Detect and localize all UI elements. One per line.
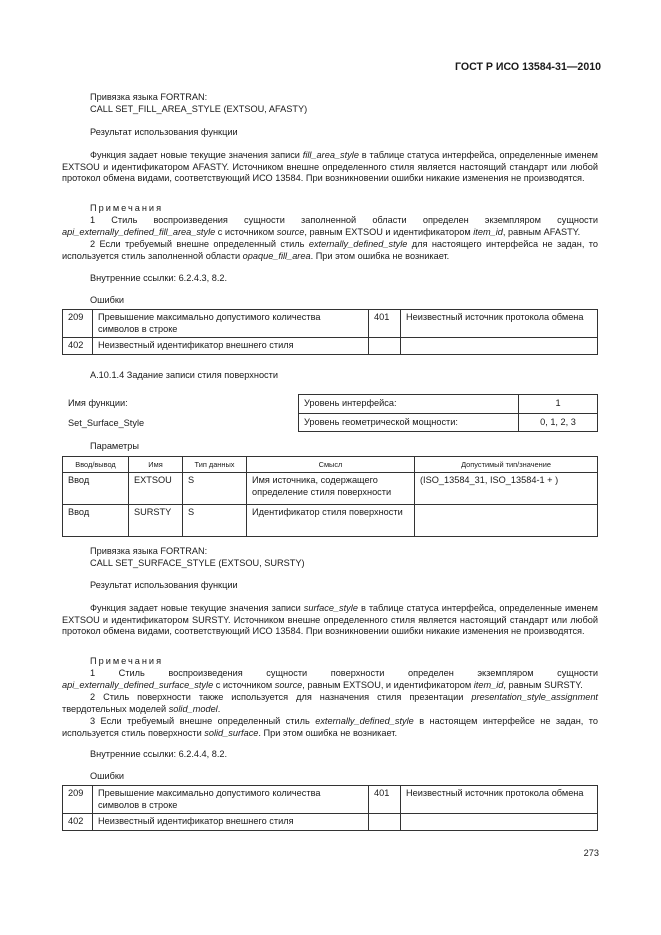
column-header: Тип данных: [183, 457, 247, 473]
note-2: 2 Если требуемый внешне определенный стиль externally_defined_style для настоящего интерфейса не задан, то используется стиль заполненной области opaque_fill_area. При этом ошибка не возникает.: [62, 239, 598, 261]
function-label: Имя функции:: [68, 398, 128, 408]
table-row: [63, 473, 598, 505]
table-row: [63, 786, 598, 814]
binding-line: CALL SET_SURFACE_STYLE (EXTSOU, SURSTY): [90, 557, 305, 568]
internal-refs: Внутренние ссылки: 6.2.4.3, 8.2.: [90, 273, 228, 283]
result-title: Результат использования функции: [90, 127, 238, 137]
error-code: 402: [63, 814, 93, 831]
error-text: Неизвестный источник протокола обмена: [401, 310, 598, 338]
error-code: [369, 814, 401, 831]
errors-title: Ошибки: [90, 771, 125, 781]
param-type: S: [183, 473, 247, 505]
error-text: [401, 814, 598, 831]
error-code: 401: [369, 786, 401, 814]
error-code: [369, 338, 401, 355]
table-row: [299, 395, 598, 414]
notes-title: Примечания: [90, 656, 164, 666]
param-io: Ввод: [63, 505, 129, 537]
params-title: Параметры: [90, 441, 139, 451]
geo-label: Уровень геометрической мощности:: [299, 413, 519, 432]
param-allowed: (ISO_13584_31, ISO_13584-1 + ): [415, 473, 598, 505]
column-header: Допустимый тип/значение: [415, 457, 598, 473]
note-2: 2 Стиль поверхности также используется для назначения стиля презентации presentation_style_assignment твердотельных моделей solid_model.: [62, 692, 598, 714]
level-label: Уровень интерфейса:: [299, 395, 519, 414]
table-row: [63, 505, 598, 537]
note-1: 1 Стиль воспроизведения сущности поверхности определен экземпляром сущности api_externally_defined_surface_style с источником source, равным EXTSOU, и идентификатором item_id, равным SURSTY.: [62, 668, 598, 690]
column-header: Смысл: [247, 457, 415, 473]
table-row: [63, 338, 598, 355]
section-title: А.10.1.4 Задание записи стиля поверхности: [90, 370, 278, 380]
document-header: ГОСТ Р ИСО 13584-31—2010: [454, 61, 601, 73]
error-code: 402: [63, 338, 93, 355]
internal-refs: Внутренние ссылки: 6.2.4.4, 8.2.: [90, 749, 228, 759]
fortran-binding: [90, 546, 305, 569]
level-value: 1: [519, 395, 598, 414]
binding-line: CALL SET_FILL_AREA_STYLE (EXTSOU, AFASTY): [90, 103, 308, 114]
error-text: [401, 338, 598, 355]
error-code: 401: [369, 310, 401, 338]
table-row: [63, 310, 598, 338]
error-text: Превышение максимально допустимого количества символов в строке: [93, 786, 369, 814]
params-table: [62, 456, 598, 537]
table-header-row: [63, 457, 598, 473]
result-title: Результат использования функции: [90, 580, 238, 590]
note-1: 1 Стиль воспроизведения сущности заполненной области определен экземпляром сущности api_externally_defined_fill_area_style с источником source, равным EXTSOU и идентификатором item_id, равным AFASTY.: [62, 215, 598, 237]
page-number: 273: [583, 848, 599, 858]
error-text: Неизвестный источник протокола обмена: [401, 786, 598, 814]
error-code: 209: [63, 786, 93, 814]
table-row: [63, 814, 598, 831]
errors-title: Ошибки: [90, 295, 125, 305]
error-code: 209: [63, 310, 93, 338]
column-header: Имя: [129, 457, 183, 473]
binding-line: Привязка языка FORTRAN:: [90, 546, 208, 556]
result-text: Функция задает новые текущие значения записи fill_area_style в таблице статуса интерфейса, определенные именем EXTSOU и идентификатором AFASTY. Источником внешне определенного стиля является настоящий стандарт или любой протокол обмена видами, соответствующий ИСО 13584. При возникновении ошибки никакие изменения не производятся.: [62, 150, 598, 184]
note-3: 3 Если требуемый внешне определенный стиль externally_defined_style в настоящем интерфейсе не задан, то используется стиль поверхности solid_surface. При этом ошибка не возникает.: [62, 716, 598, 738]
param-name: EXTSOU: [129, 473, 183, 505]
param-type: S: [183, 505, 247, 537]
error-text: Неизвестный идентификатор внешнего стиля: [93, 814, 369, 831]
param-io: Ввод: [63, 473, 129, 505]
notes-title: Примечания: [90, 203, 164, 213]
error-text: Превышение максимально допустимого количества символов в строке: [93, 310, 369, 338]
result-text: Функция задает новые текущие значения записи surface_style в таблице статуса интерфейса, определенные именем EXTSOU и идентификатором SURSTY. Источником внешне определенного стиля является настоящий стандарт или любой протокол обмена видами, соответствующий ИСО 13584. При возникновении ошибки никакие изменения не производятся.: [62, 603, 598, 637]
level-table: [298, 394, 598, 432]
errors-table: [62, 309, 598, 355]
param-allowed: [415, 505, 598, 537]
error-text: Неизвестный идентификатор внешнего стиля: [93, 338, 369, 355]
param-name: SURSTY: [129, 505, 183, 537]
errors-table: [62, 785, 598, 831]
column-header: Ввод/вывод: [63, 457, 129, 473]
geo-value: 0, 1, 2, 3: [519, 413, 598, 432]
fortran-binding: [90, 92, 307, 115]
function-name: Set_Surface_Style: [68, 418, 145, 428]
binding-line: Привязка языка FORTRAN:: [90, 92, 208, 102]
param-meaning: Идентификатор стиля поверхности: [247, 505, 415, 537]
param-meaning: Имя источника, содержащего определение стиля поверхности: [247, 473, 415, 505]
table-row: [299, 413, 598, 432]
